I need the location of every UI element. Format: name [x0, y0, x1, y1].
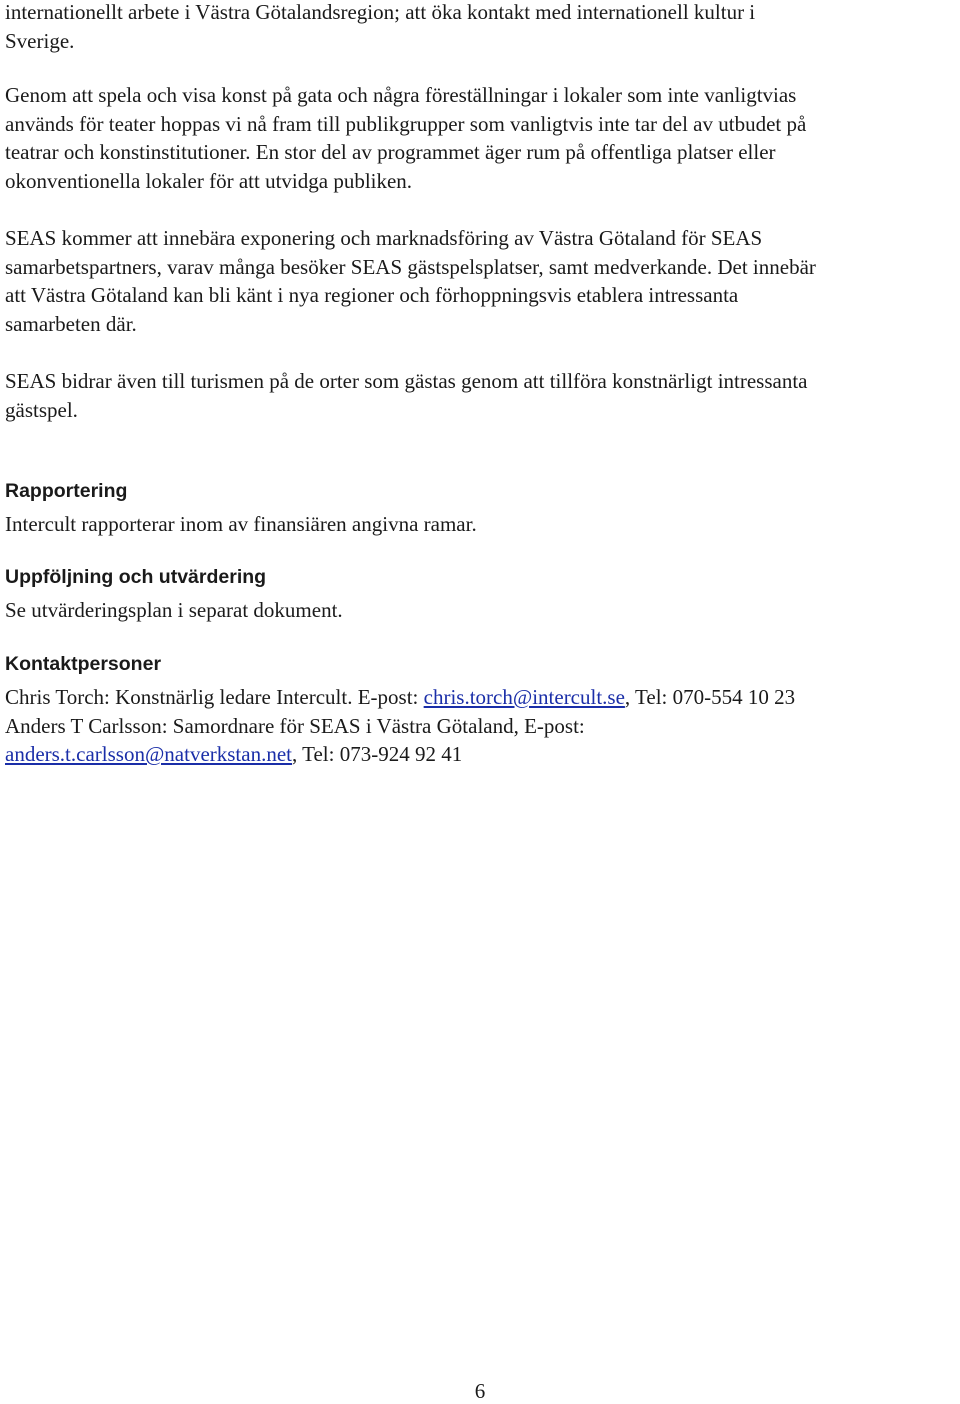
street-art-paragraph	[5, 81, 957, 195]
street-art-line-1: Genom att spela och visa konst på gata och några föreställningar i lokaler som inte vanligtvias	[5, 83, 797, 107]
reporting-heading: Rapportering	[5, 480, 128, 502]
contact-anders-line-2	[5, 740, 957, 769]
street-art-line-2: används för teater hoppas vi nå fram till publikgrupper som vanligtvis inte tar del av utbudet på	[5, 111, 807, 136]
tourism-line-1: SEAS bidrar även till turismen på de orter som gästas genom att tillföra konstnärligt intressanta	[5, 369, 808, 393]
intro-paragraph	[5, 0, 957, 55]
contacts-heading: Kontaktpersoner	[5, 653, 162, 675]
chris-email-link[interactable]: chris.torch@intercult.se	[423, 685, 625, 709]
contact-anders-line-1: Anders T Carlsson: Samordnare för SEAS i Västra Götaland, E-post:	[5, 713, 585, 738]
intro-line-1: internationellt arbete i Västra Götalandsregion; att öka kontakt med internationell kultur i	[5, 0, 756, 24]
exposure-line-2: samarbetspartners, varav många besöker SEAS gästspelsplatser, samt medverkande. Det innebär	[5, 254, 816, 279]
page-number: 6	[474, 1379, 486, 1403]
reporting-line: Intercult rapporterar inom av finansiären angivna ramar.	[5, 512, 477, 536]
street-art-line-4: okonventionella lokaler för att utvidga publiken.	[5, 168, 413, 193]
tourism-paragraph	[5, 367, 957, 424]
exposure-line-3: att Västra Götaland kan bli känt i nya regioner och förhoppningsvis etablera intressanta	[5, 283, 739, 308]
street-art-line-3: teatrar och konstinstitutioner. En stor del av programmet äger rum på offentliga platser eller	[5, 140, 776, 165]
exposure-line-1: SEAS kommer att innebära exponering och marknadsföring av Västra Götaland för SEAS	[5, 226, 763, 250]
intro-line-2: Sverige.	[5, 28, 75, 53]
contact-chris-prefix: Chris Torch: Konstnärlig ledare Intercult. E-post:	[5, 685, 424, 709]
reporting-text	[5, 510, 957, 539]
contact-chris-suffix: , Tel: 070-554 10 23	[624, 685, 796, 709]
followup-heading: Uppföljning och utvärdering	[5, 566, 267, 588]
contact-chris	[5, 683, 957, 712]
followup-line: Se utvärderingsplan i separat dokument.	[5, 598, 343, 622]
contact-anders-suffix: , Tel: 073-924 92 41	[292, 742, 463, 767]
contacts-paragraph	[5, 683, 957, 769]
followup-text	[5, 596, 957, 625]
exposure-paragraph	[5, 224, 957, 338]
anders-email-link[interactable]: anders.t.carlsson@natverkstan.net	[5, 742, 292, 767]
tourism-line-2: gästspel.	[5, 397, 78, 422]
exposure-line-4: samarbeten där.	[5, 311, 137, 336]
